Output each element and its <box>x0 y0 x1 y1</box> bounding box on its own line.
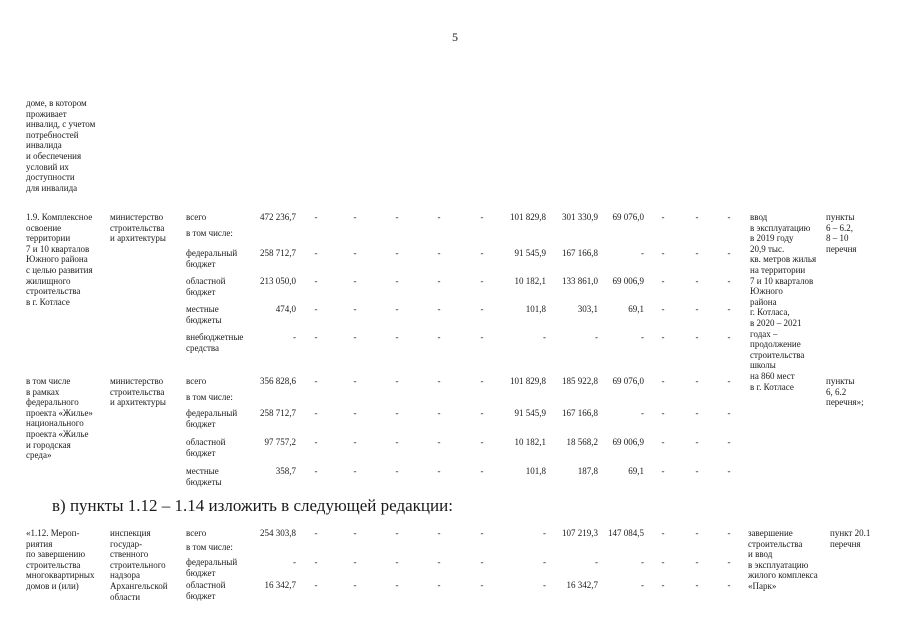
funding-source-label: областной бюджет <box>186 437 226 458</box>
cell-d5: - <box>480 248 484 258</box>
measure-name: в том числе в рамках федерального проекта «Жилье» национального проекта «Жилье и городская среда» <box>26 376 93 461</box>
cell-d3: - <box>395 408 399 418</box>
cell-e2: - <box>695 304 699 314</box>
cell-d4: - <box>437 248 441 258</box>
cell-d3: - <box>395 376 399 386</box>
cell-e2: - <box>695 466 699 476</box>
cell-y2020: - <box>595 557 598 567</box>
cell-y2020: 187,8 <box>577 466 598 476</box>
executor: министерство строительства и архитектуры <box>110 212 166 244</box>
cell-d1: - <box>314 580 318 590</box>
funding-source-label: местные бюджеты <box>186 466 222 487</box>
cell-d1: - <box>314 212 318 222</box>
cell-e3: - <box>727 212 731 222</box>
cell-e3: - <box>727 580 731 590</box>
target-indicators: пункты 6 – 6.2, 8 – 10 перечня <box>826 212 857 254</box>
cell-e1: - <box>661 212 665 222</box>
cell-e3: - <box>727 304 731 314</box>
cell-total: 258 712,7 <box>260 248 296 258</box>
cell-y2019: - <box>543 580 546 590</box>
cell-d4: - <box>437 437 441 447</box>
cell-y2021: 69 076,0 <box>612 212 644 222</box>
cell-e1: - <box>661 332 665 342</box>
cell-total: 258 712,7 <box>260 408 296 418</box>
cell-y2019: 10 182,1 <box>514 437 546 447</box>
cell-e1: - <box>661 376 665 386</box>
cell-y2021: 147 084,5 <box>608 528 644 538</box>
cell-y2021: - <box>641 248 644 258</box>
cell-d3: - <box>395 248 399 258</box>
cell-d4: - <box>437 580 441 590</box>
cell-d1: - <box>314 557 318 567</box>
cell-d3: - <box>395 557 399 567</box>
cell-y2019: - <box>543 332 546 342</box>
cell-y2020: 167 166,8 <box>562 248 598 258</box>
cell-y2021: - <box>641 580 644 590</box>
cell-y2021: 69,1 <box>628 466 644 476</box>
cell-total: 474,0 <box>275 304 296 314</box>
cell-total: 358,7 <box>275 466 296 476</box>
target-indicators: пункт 20.1 перечня <box>830 528 871 549</box>
cell-d2: - <box>353 304 357 314</box>
cell-e1: - <box>661 557 665 567</box>
cell-d3: - <box>395 276 399 286</box>
cell-y2019: - <box>543 557 546 567</box>
cell-d2: - <box>353 332 357 342</box>
cell-e1: - <box>661 248 665 258</box>
cell-d4: - <box>437 332 441 342</box>
cell-d5: - <box>480 466 484 476</box>
executor: инспекция государ- ственного строительного надзора Архангельской области <box>110 528 168 602</box>
cell-d3: - <box>395 580 399 590</box>
cell-d1: - <box>314 332 318 342</box>
cell-d4: - <box>437 376 441 386</box>
cell-total: 16 342,7 <box>264 580 296 590</box>
cell-d1: - <box>314 466 318 476</box>
cell-d5: - <box>480 212 484 222</box>
cell-d3: - <box>395 437 399 447</box>
cell-total: - <box>293 332 296 342</box>
cell-d4: - <box>437 528 441 538</box>
cell-y2020: 18 568,2 <box>566 437 598 447</box>
cell-d1: - <box>314 437 318 447</box>
funding-source-label: в том числе: <box>186 392 233 402</box>
cell-y2021: - <box>641 408 644 418</box>
funding-source-label: в том числе: <box>186 542 233 552</box>
cell-e2: - <box>695 437 699 447</box>
cell-total: 97 757,2 <box>264 437 296 447</box>
cell-y2020: 301 330,9 <box>562 212 598 222</box>
funding-source-label: внебюджетные средства <box>186 332 244 353</box>
cell-y2021: 69 076,0 <box>612 376 644 386</box>
cell-d5: - <box>480 408 484 418</box>
cell-d3: - <box>395 332 399 342</box>
cell-y2021: - <box>641 557 644 567</box>
funding-source-label: федеральный бюджет <box>186 248 238 269</box>
cell-e1: - <box>661 580 665 590</box>
cell-d1: - <box>314 408 318 418</box>
cell-total: 472 236,7 <box>260 212 296 222</box>
funding-source-label: областной бюджет <box>186 580 226 601</box>
cell-e2: - <box>695 557 699 567</box>
cell-e1: - <box>661 304 665 314</box>
cell-y2019: 10 182,1 <box>514 276 546 286</box>
cell-d2: - <box>353 528 357 538</box>
measure-name: 1.9. Комплексное освоение территории 7 и 10 кварталов Южного района с целью развития жилищного строительства в г. Котласе <box>26 212 93 307</box>
cell-d1: - <box>314 248 318 258</box>
cell-total: 213 050,0 <box>260 276 296 286</box>
cell-d4: - <box>437 276 441 286</box>
cell-y2019: 101,8 <box>525 304 546 314</box>
cell-d4: - <box>437 466 441 476</box>
cell-e2: - <box>695 376 699 386</box>
executor: министерство строительства и архитектуры <box>110 376 166 408</box>
cell-total: 254 303,8 <box>260 528 296 538</box>
cell-e2: - <box>695 276 699 286</box>
cell-d1: - <box>314 276 318 286</box>
cell-d2: - <box>353 408 357 418</box>
cell-d1: - <box>314 528 318 538</box>
cell-e2: - <box>695 408 699 418</box>
cell-y2020: - <box>595 332 598 342</box>
cell-e2: - <box>695 332 699 342</box>
cell-y2020: 167 166,8 <box>562 408 598 418</box>
cell-d3: - <box>395 212 399 222</box>
cell-y2021: 69 006,9 <box>612 276 644 286</box>
cell-e3: - <box>727 376 731 386</box>
section-heading: в) пункты 1.12 – 1.14 изложить в следующей редакции: <box>52 496 453 515</box>
cell-d3: - <box>395 528 399 538</box>
cell-d5: - <box>480 276 484 286</box>
cell-d5: - <box>480 557 484 567</box>
cell-d4: - <box>437 304 441 314</box>
cell-d2: - <box>353 437 357 447</box>
cell-d2: - <box>353 276 357 286</box>
cell-e3: - <box>727 437 731 447</box>
cell-d2: - <box>353 466 357 476</box>
cell-d4: - <box>437 408 441 418</box>
cell-y2020: 16 342,7 <box>566 580 598 590</box>
cell-y2021: 69 006,9 <box>612 437 644 447</box>
cell-y2020: 107 219,3 <box>562 528 598 538</box>
funding-source-label: в том числе: <box>186 228 233 238</box>
cell-d5: - <box>480 580 484 590</box>
cell-y2019: - <box>543 528 546 538</box>
cell-y2020: 303,1 <box>577 304 598 314</box>
cell-y2020: 133 861,0 <box>562 276 598 286</box>
cell-e3: - <box>727 466 731 476</box>
cell-e3: - <box>727 332 731 342</box>
cell-d1: - <box>314 376 318 386</box>
cell-e1: - <box>661 408 665 418</box>
funding-source-label: всего <box>186 376 207 386</box>
cell-d2: - <box>353 557 357 567</box>
cell-e2: - <box>695 528 699 538</box>
cell-e2: - <box>695 248 699 258</box>
cell-d5: - <box>480 437 484 447</box>
expected-result: завершение строительства и ввод в эксплуатацию жилого комплекса «Парк» <box>748 528 818 591</box>
cell-d5: - <box>480 376 484 386</box>
cell-e1: - <box>661 276 665 286</box>
cell-total: - <box>293 557 296 567</box>
funding-source-label: областной бюджет <box>186 276 226 297</box>
cell-y2021: 69,1 <box>628 304 644 314</box>
cell-total: 356 828,6 <box>260 376 296 386</box>
cell-y2019: 101,8 <box>525 466 546 476</box>
cell-y2019: 91 545,9 <box>514 248 546 258</box>
cell-e1: - <box>661 437 665 447</box>
cell-y2019: 101 829,8 <box>510 376 546 386</box>
cell-y2020: 185 922,8 <box>562 376 598 386</box>
cell-d5: - <box>480 304 484 314</box>
cell-y2019: 101 829,8 <box>510 212 546 222</box>
cell-e3: - <box>727 408 731 418</box>
cell-d3: - <box>395 304 399 314</box>
cell-e1: - <box>661 528 665 538</box>
cell-d1: - <box>314 304 318 314</box>
cell-e3: - <box>727 528 731 538</box>
funding-source-label: всего <box>186 528 207 538</box>
cell-e3: - <box>727 248 731 258</box>
cell-d3: - <box>395 466 399 476</box>
cell-d2: - <box>353 212 357 222</box>
top-fragment-lines: доме, в котором проживает инвалид, с учетом потребностей инвалида и обеспечения условий их доступности для инвалида <box>26 98 96 193</box>
measure-name: «1.12. Мероп- риятия по завершению строительства многоквартирных домов и (или) <box>26 528 95 591</box>
funding-source-label: всего <box>186 212 207 222</box>
cell-e2: - <box>695 212 699 222</box>
cell-d5: - <box>480 528 484 538</box>
expected-result: ввод в эксплуатацию в 2019 году 20,9 тыс. кв. метров жилья на территории 7 и 10 кварталов Южного района г. Котласа, в 2020 – 2021 годах – продолжение строительства школы на 860 мест в г. Котласе <box>750 212 817 392</box>
cell-d2: - <box>353 376 357 386</box>
cell-d2: - <box>353 248 357 258</box>
funding-source-label: местные бюджеты <box>186 304 222 325</box>
cell-y2019: 91 545,9 <box>514 408 546 418</box>
cell-e3: - <box>727 276 731 286</box>
cell-e1: - <box>661 466 665 476</box>
funding-source-label: федеральный бюджет <box>186 408 238 429</box>
cell-e2: - <box>695 580 699 590</box>
target-indicators: пункты 6, 6.2 перечня»; <box>826 376 864 408</box>
funding-source-label: федеральный бюджет <box>186 557 238 578</box>
page-number: 5 <box>452 30 458 44</box>
cell-d4: - <box>437 557 441 567</box>
cell-d4: - <box>437 212 441 222</box>
cell-y2021: - <box>641 332 644 342</box>
cell-d2: - <box>353 580 357 590</box>
cell-e3: - <box>727 557 731 567</box>
cell-d5: - <box>480 332 484 342</box>
